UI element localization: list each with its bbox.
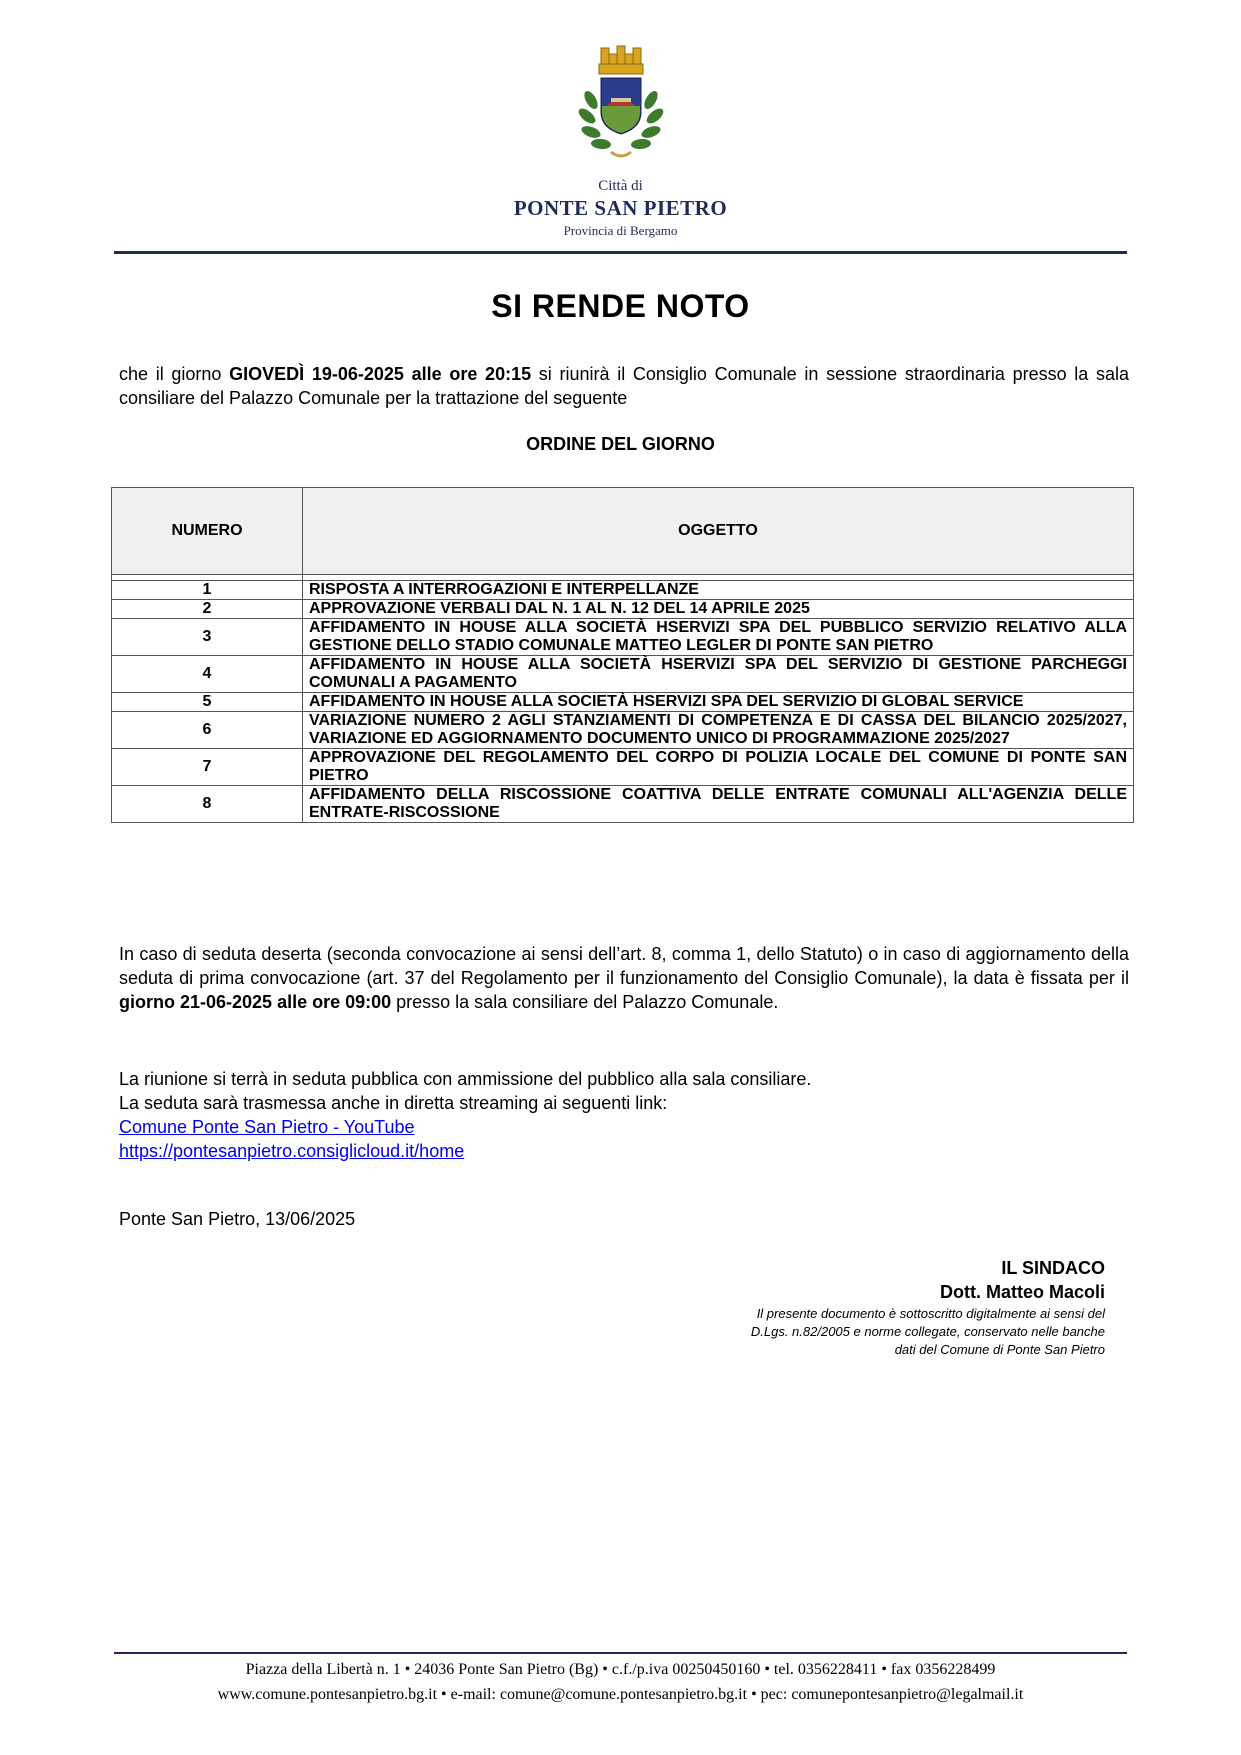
agenda-item-number: 6 (112, 712, 303, 749)
footer-contacts: www.comune.pontesanpietro.bg.it • e-mail: comune@comune.pontesanpietro.bg.it • pec: comunepontesanpietro@legalmail.it (217, 1686, 1024, 1703)
table-row (112, 786, 1134, 823)
agenda-item-subject: AFFIDAMENTO IN HOUSE ALLA SOCIETÀ HSERVIZI SPA DEL PUBBLICO SERVIZIO RELATIVO ALLA GESTIONE DELLO STADIO COMUNALE MATTEO LEGLER DI PONTE SAN PIETRO (303, 619, 1134, 656)
agenda-item-subject: VARIAZIONE NUMERO 2 AGLI STANZIAMENTI DI COMPETENZA E DI CASSA DEL BILANCIO 2025/2027, VARIAZIONE ED AGGIORNAMENTO DOCUMENTO UNICO DI PROGRAMMAZIONE 2025/2027 (303, 712, 1134, 749)
table-row (112, 619, 1134, 656)
signature-name: Dott. Matteo Macoli (940, 1282, 1105, 1302)
second-call-text-1: In caso di seduta deserta (seconda convocazione ai sensi dell’art. 8, comma 1, dello Statuto) o in caso di aggiornamento della seduta di prima convocazione (art. 37 del Regolamento per il funzionamento del Consiglio Comunale), la data è fissata per il (119, 944, 1129, 988)
agenda-item-number: 4 (112, 656, 303, 693)
agenda-item-number: 5 (112, 693, 303, 712)
agenda-item-number: 2 (112, 600, 303, 619)
signature-note-1: Il presente documento è sottoscritto digitalmente ai sensi del (756, 1306, 1105, 1321)
agenda-item-subject: AFFIDAMENTO DELLA RISCOSSIONE COATTIVA DELLE ENTRATE COMUNALI ALL'AGENZIA DELLE ENTRATE-RISCOSSIONE (303, 786, 1134, 823)
place-date: Ponte San Pietro, 13/06/2025 (119, 1209, 356, 1229)
signature-role: IL SINDACO (1001, 1258, 1105, 1278)
agenda-item-subject: APPROVAZIONE DEL REGOLAMENTO DEL CORPO DI POLIZIA LOCALE DEL COMUNE DI PONTE SAN PIETRO (303, 749, 1134, 786)
public-paragraph (119, 1067, 1129, 1163)
table-row (112, 712, 1134, 749)
second-call-paragraph (119, 942, 1129, 1014)
city-name: PONTE SAN PIETRO (513, 196, 728, 220)
table-row (112, 600, 1134, 619)
city-prefix: Città di (598, 178, 643, 194)
consiglicloud-link[interactable]: https://pontesanpietro.consiglicloud.it/home (119, 1141, 465, 1161)
coat-of-arms-icon (561, 40, 681, 172)
agenda-item-number: 8 (112, 786, 303, 823)
meeting-date: GIOVEDÌ 19-06-2025 alle ore 20:15 (229, 364, 532, 384)
footer-divider (114, 1652, 1127, 1654)
agenda-item-subject: APPROVAZIONE VERBALI DAL N. 1 AL N. 12 DEL 14 APRILE 2025 (303, 600, 1134, 619)
column-header-subject: OGGETTO (303, 488, 1134, 575)
table-row (112, 693, 1134, 712)
agenda-item-number: 1 (112, 581, 303, 600)
agenda-item-subject: AFFIDAMENTO IN HOUSE ALLA SOCIETÀ HSERVIZI SPA DEL SERVIZIO DI GLOBAL SERVICE (303, 693, 1134, 712)
agenda-heading: ORDINE DEL GIORNO (526, 434, 715, 454)
table-row (112, 581, 1134, 600)
agenda-item-subject: RISPOSTA A INTERROGAZIONI E INTERPELLANZE (303, 581, 1134, 600)
youtube-link[interactable]: Comune Ponte San Pietro - YouTube (119, 1117, 415, 1137)
signature-block (751, 1256, 1105, 1358)
signature-note-2: D.Lgs. n.82/2005 e norme collegate, conservato nelle banche (750, 1324, 1105, 1339)
intro-text-2: si riunirà il Consiglio Comunale in sessione straordinaria presso la sala consiliare del Palazzo Comunale per la trattazione del seguente (119, 364, 1130, 408)
footer-address: Piazza della Libertà n. 1 • 24036 Ponte San Pietro (Bg) • c.f./p.iva 00250450160 • tel. 0356228411 • fax 0356228499 (245, 1661, 996, 1678)
column-header-number: NUMERO (112, 488, 303, 575)
province: Provincia di Bergamo (563, 223, 678, 238)
public-line-2: La seduta sarà trasmessa anche in diretta streaming ai seguenti link: (119, 1093, 668, 1113)
header-divider (114, 251, 1127, 254)
table-row (112, 749, 1134, 786)
table-row (112, 656, 1134, 693)
agenda-item-number: 3 (112, 619, 303, 656)
signature-note-3: dati del Comune di Ponte San Pietro (894, 1342, 1105, 1357)
agenda-item-number: 7 (112, 749, 303, 786)
letterhead (0, 40, 1241, 239)
intro-text-1: che il giorno (119, 364, 230, 384)
intro-paragraph (119, 362, 1129, 410)
public-line-1: La riunione si terrà in seduta pubblica con ammissione del pubblico alla sala consiliare. (119, 1069, 812, 1089)
agenda-item-subject: AFFIDAMENTO IN HOUSE ALLA SOCIETÀ HSERVIZI SPA DEL SERVIZIO DI GESTIONE PARCHEGGI COMUNALI A PAGAMENTO (303, 656, 1134, 693)
agenda-table (111, 487, 1134, 823)
second-call-date: giorno 21-06-2025 alle ore 09:00 (119, 992, 392, 1012)
second-call-text-2: presso la sala consiliare del Palazzo Comunale. (391, 992, 779, 1012)
page-title: SI RENDE NOTO (491, 288, 750, 324)
